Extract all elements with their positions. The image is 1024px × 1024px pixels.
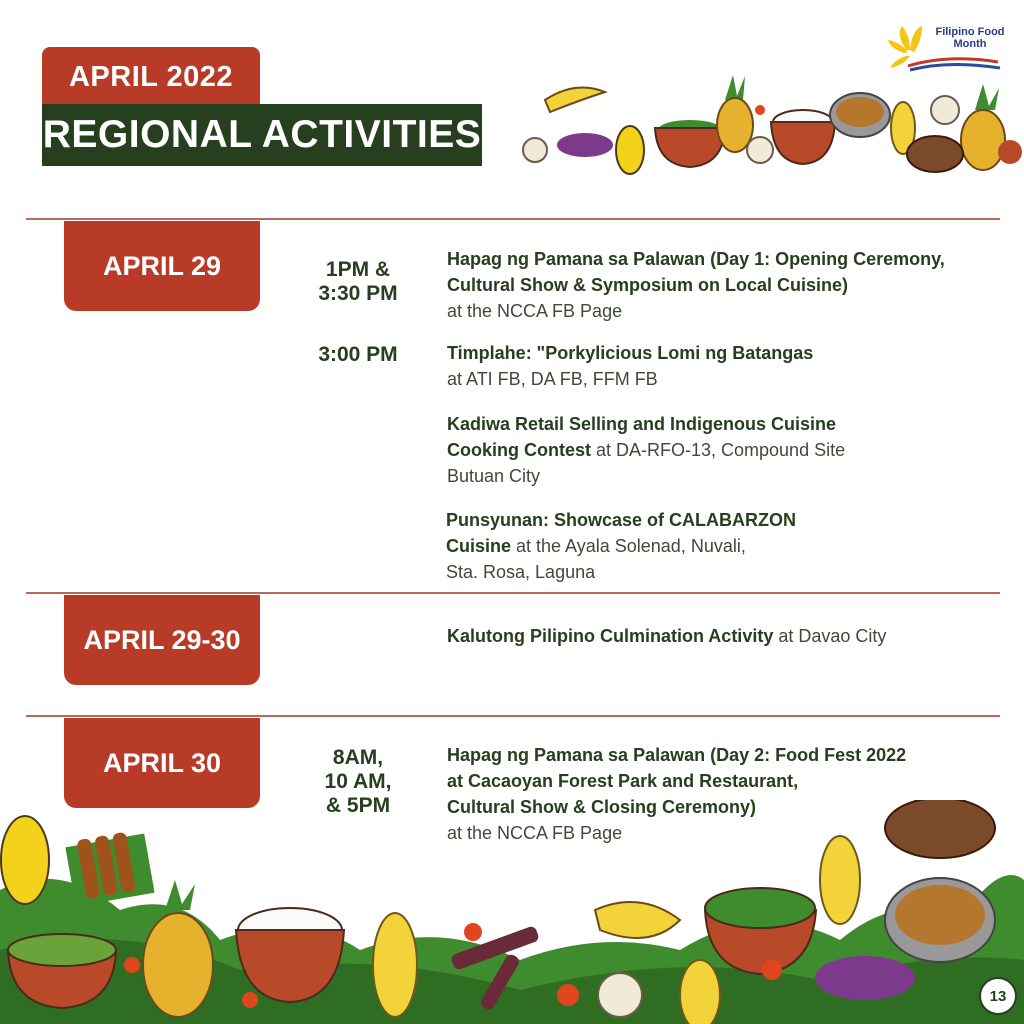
garlic-icon: [598, 973, 642, 1017]
event-title-line: Kalutong Pilipino Culmination Activity: [447, 626, 774, 646]
rice-bowl-icon: [771, 110, 835, 164]
event-title-line: Cultural Show & Symposium on Local Cuisine): [447, 275, 849, 295]
page-title: REGIONAL ACTIVITIES: [42, 104, 482, 166]
event-location: Butuan City: [447, 466, 541, 486]
event-title-line: Punsyunan: Showcase of CALABARZON: [446, 510, 797, 530]
time-line: 1PM &: [325, 258, 391, 281]
sun-rays-icon: [888, 26, 922, 68]
grilled-fish-icon: [907, 136, 963, 172]
grilled-fish-icon: [885, 800, 995, 858]
page-number: 13: [979, 977, 1017, 1015]
event-hapag-day1: [447, 246, 1017, 324]
event-title-line: Hapag ng Pamana sa Palawan (Day 1: Opening Ceremony,: [447, 249, 945, 269]
time-line: 8AM,: [332, 746, 384, 769]
logo-text: [930, 26, 1010, 50]
date-tab-april-29-30: APRIL 29-30: [64, 595, 260, 685]
event-location: at the NCCA FB Page: [447, 823, 623, 843]
event-title-line: Kadiwa Retail Selling and Indigenous Cuisine: [447, 414, 837, 434]
event-location: at Davao City: [773, 626, 887, 646]
logo-line-2: Month: [953, 38, 987, 50]
event-time: [293, 343, 423, 367]
date-tab-april-29: APRIL 29: [64, 221, 260, 311]
adobo-pan-icon: [885, 878, 995, 962]
date-tab-april-30: APRIL 30: [64, 718, 260, 808]
pineapple-icon: [143, 880, 213, 1017]
clay-bowl-icon: [655, 120, 725, 167]
event-title-line: Cultural Show & Closing Ceremony): [447, 797, 757, 817]
time-line: 3:00 PM: [318, 343, 398, 366]
event-title-line: at Cacaoyan Forest Park and Restaurant,: [447, 771, 799, 791]
event-title-line: Cooking Contest: [447, 440, 591, 460]
event-location: at ATI FB, DA FB, FFM FB: [447, 369, 658, 389]
event-time: [293, 258, 423, 306]
sweet-potato-icon: [815, 956, 915, 1000]
event-kadiwa: [447, 411, 1017, 489]
time-line: 3:30 PM: [318, 282, 398, 305]
divider: [26, 218, 1000, 220]
top-food-illustration: [505, 70, 1024, 195]
event-title-line: Hapag ng Pamana sa Palawan (Day 2: Food Fest 2022: [447, 745, 907, 765]
event-location: Sta. Rosa, Laguna: [446, 562, 596, 582]
event-kalutong: [447, 623, 1017, 649]
mango-icon: [1, 816, 49, 904]
divider: [26, 592, 1000, 594]
logo-line-1: Filipino Food: [935, 26, 1005, 38]
mango-icon: [616, 126, 644, 174]
time-line: & 5PM: [325, 794, 391, 817]
pineapple-icon: [717, 75, 753, 152]
event-location: at DA-RFO-13, Compound Site: [591, 440, 846, 460]
event-location: at the Ayala Solenad, Nuvali,: [511, 536, 746, 556]
header-year-label: APRIL 2022: [42, 47, 260, 107]
event-location: at the NCCA FB Page: [447, 301, 623, 321]
event-title-line: Cuisine: [446, 536, 512, 556]
bananas-icon: [595, 902, 680, 938]
event-punsyunan: [446, 507, 1016, 585]
event-title-line: Timplahe: "Porkylicious Lomi ng Batangas: [447, 343, 814, 363]
sweet-potato-icon: [557, 133, 613, 157]
bananas-icon: [545, 88, 605, 113]
pineapple-icon: [961, 84, 1005, 170]
event-timplahe: [447, 340, 1017, 392]
divider: [26, 715, 1000, 717]
pan-icon: [830, 93, 890, 137]
time-line: 10 AM,: [324, 770, 392, 793]
bottom-food-illustration: [0, 800, 1024, 1024]
spring-rolls-icon: [65, 832, 154, 907]
